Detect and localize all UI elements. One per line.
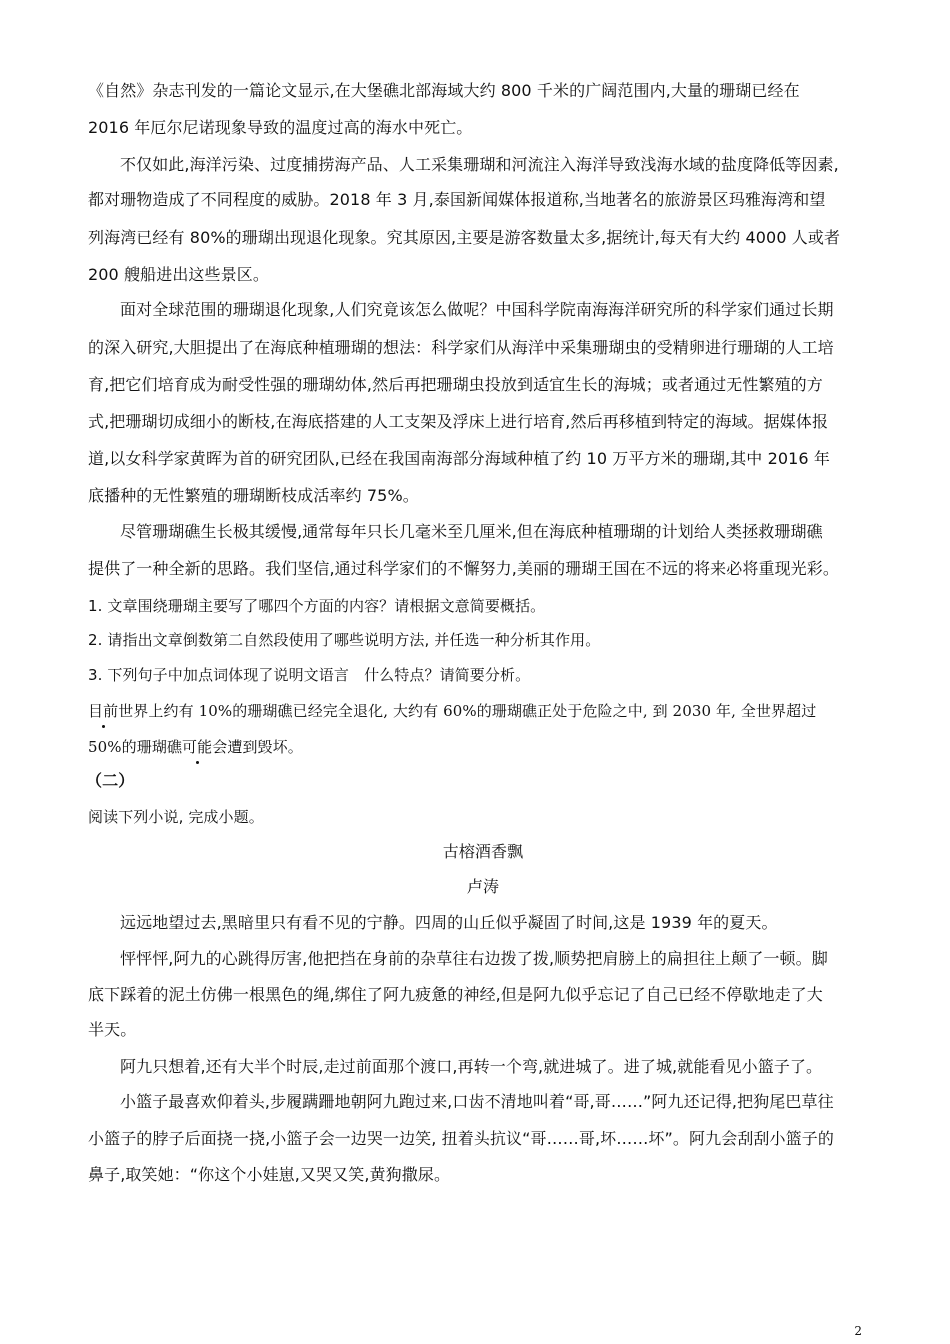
question-1: 1. 文章围绕珊瑚主要写了哪四个方面的内容？请根据文意简要概括。 <box>88 597 546 615</box>
paragraph-line: 底播种的无性繁殖的珊瑚断枝成活率约 75%。 <box>88 486 419 505</box>
paragraph-line: 的深入研究,大胆提出了在海底种植珊瑚的想法：科学家们从海洋中采集珊瑚虫的受精卵进行珊瑚的人工培 <box>88 338 834 357</box>
paragraph-line: 道,以女科学家黄晖为首的研究团队,已经在我国南海部分海域种植了约 10 万平方米的珊瑚,其中 2016 年 <box>88 449 830 468</box>
paragraph-line: 尽管珊瑚礁生长极其缓慢,通常每年只长几毫米至几厘米,但在海底种植珊瑚的计划给人类拯救珊瑚礁 <box>120 522 823 541</box>
paragraph-line: 育,把它们培育成为耐受性强的珊瑚幼体,然后再把珊瑚虫投放到适宜生长的海城；或者通过无性繁殖的方 <box>88 375 823 394</box>
paragraph-line: 提供了一种全新的思路。我们坚信,通过科学家们的不懈努力,美丽的珊瑚王国在不远的将来必将重现光彩。 <box>88 559 839 578</box>
instruction-text: 阅读下列小说, 完成小题。 <box>88 808 264 826</box>
quote-text: 50%的珊瑚礁 <box>88 738 183 756</box>
quoted-sentence-line-2 <box>88 736 878 758</box>
story-line: 半天。 <box>88 1020 137 1039</box>
paragraph-line: 200 艘船进出这些景区。 <box>88 265 269 284</box>
question-2: 2. 请指出文章倒数第二自然段使用了哪些说明方法, 并任选一种分析其作用。 <box>88 631 601 649</box>
paragraph-line: 面对全球范围的珊瑚退化现象,人们究竟该怎么做呢？中国科学院南海海洋研究所的科学家们通过长期 <box>120 300 834 319</box>
story-line: 远远地望过去,黑暗里只有看不见的宁静。四周的山丘似乎凝固了时间,这是 1939 年的夏天。 <box>120 913 778 932</box>
story-line: 底下踩着的泥土仿佛一根黑色的绳,绑住了阿九疲惫的神经,但是阿九似乎忘记了自己已经不停歇地走了大 <box>88 985 823 1004</box>
quoted-sentence-line-1 <box>88 700 878 722</box>
story-line: 小篮子的脖子后面挠一挠,小篮子会一边哭一边笑, 扭着头抗议“哥……哥,坏……坏”。阿九会刮刮小篮子的 <box>88 1129 834 1148</box>
emphasized-word: 目前 <box>88 702 119 720</box>
emphasized-word: 可能 <box>182 738 213 756</box>
quote-text: 世界上约有 10%的珊瑚礁已经完全退化, 大约有 60%的珊瑚礁正处于危险之中, 到 2030 年, 全世界超过 <box>118 702 817 720</box>
story-line: 阿九只想着,还有大半个时辰,走过前面那个渡口,再转一个弯,就进城了。进了城,就能看见小篮子了。 <box>120 1057 823 1076</box>
paragraph-line: 2016 年厄尔尼诺现象导致的温度过高的海水中死亡。 <box>88 118 473 137</box>
story-line: 鼻子,取笑她：“你这个小娃崽,又哭又笑,黄狗撒尿。 <box>88 1165 451 1184</box>
page-number: 2 <box>854 1324 862 1338</box>
story-author: 卢涛 <box>466 877 500 896</box>
quote-text: 会遭到毁坏。 <box>212 738 303 756</box>
question-3: 3. 下列句子中加点词体现了说明文语言 什么特点？请简要分析。 <box>88 666 531 684</box>
paragraph-line: 式,把珊瑚切成细小的断枝,在海底搭建的人工支架及浮床上进行培育,然后再移植到特定的海域。据媒体报 <box>88 412 829 431</box>
story-line: 怦怦怦,阿九的心跳得厉害,他把挡在身前的杂草往右边拨了拨,顺势把肩膀上的扁担往上颠了一顿。脚 <box>120 949 828 968</box>
paragraph-line: 都对珊物造成了不同程度的威胁。2018 年 3 月,泰国新闻媒体报道称,当地著名的旅游景区玛雅海湾和望 <box>88 190 826 209</box>
paragraph-line: 《自然》杂志刊发的一篇论文显示,在大堡礁北部海域大约 800 千米的广阔范围内,大量的珊瑚已经在 <box>88 81 800 100</box>
section-label: （二） <box>86 771 135 790</box>
story-line: 小篮子最喜欢仰着头,步履蹒跚地朝阿九跑过来,口齿不清地叫着“哥,哥……”阿九还记得,把狗尾巴草往 <box>120 1092 834 1111</box>
paragraph-line: 不仅如此,海洋污染、过度捕捞海产品、人工采集珊瑚和河流注入海洋导致浅海水域的盐度降低等因素, <box>120 155 839 174</box>
story-title: 古榕酒香飘 <box>442 842 524 861</box>
paragraph-line: 列海湾已经有 80%的珊瑚出现退化现象。究其原因,主要是游客数量太多,据统计,每天有大约 4000 人或者 <box>88 228 841 247</box>
